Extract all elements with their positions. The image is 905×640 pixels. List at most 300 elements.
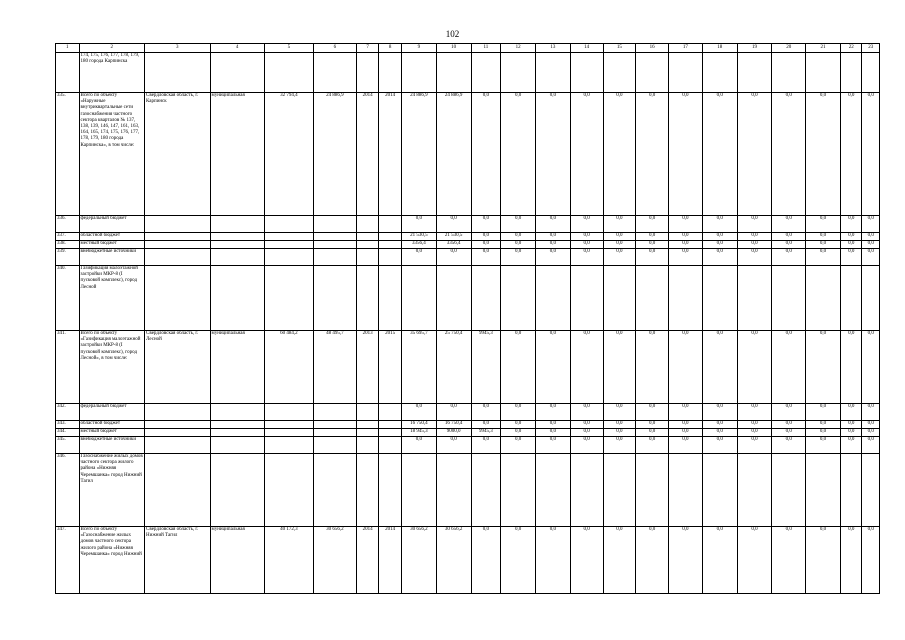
- funding-col-14: 0,0: [570, 421, 603, 429]
- funding-col-17: [669, 454, 703, 527]
- estimated-cost: 32 794,4: [264, 93, 313, 216]
- funding-col-22: [840, 53, 861, 93]
- end-year: 2014: [379, 527, 402, 594]
- funding-year-2: 0,0: [471, 241, 501, 249]
- funding-col-21: [806, 266, 841, 331]
- funding-col-14: 0,0: [570, 93, 603, 216]
- estimated-cost: 40 172,3: [264, 527, 313, 594]
- funding-year-2: [471, 266, 501, 331]
- funding-col-12: 0,0: [501, 404, 536, 421]
- funding-col-18: 0,0: [702, 241, 737, 249]
- end-year: [379, 266, 402, 331]
- table-row: [56, 216, 880, 233]
- funding-col-19: 0,0: [737, 331, 772, 404]
- total-funding: 0,0: [401, 404, 436, 421]
- funding-col-14: 0,0: [570, 249, 603, 266]
- ownership: муниципальная: [210, 93, 264, 216]
- estimated-cost: [264, 241, 313, 249]
- funding-col-23: 0,0: [862, 404, 880, 421]
- remaining-cost: [313, 233, 356, 241]
- funding-col-19: 0,0: [737, 241, 772, 249]
- territory: [145, 266, 211, 331]
- remaining-cost: [313, 454, 356, 527]
- funding-year-1: 0,0: [436, 404, 471, 421]
- page-number: 102: [445, 29, 460, 39]
- funding-col-14: 0,0: [570, 437, 603, 454]
- funding-col-20: 0,0: [772, 241, 806, 249]
- end-year: [379, 249, 402, 266]
- total-funding: 35 695,7: [401, 331, 436, 404]
- table-row: [56, 404, 880, 421]
- funding-col-14: 0,0: [570, 241, 603, 249]
- table-row: [56, 454, 880, 527]
- start-year: [356, 216, 379, 233]
- funding-col-16: 0,0: [636, 429, 669, 437]
- funding-col-22: 0,0: [840, 437, 861, 454]
- funding-col-15: 0,0: [603, 421, 636, 429]
- funding-col-17: 0,0: [669, 233, 703, 241]
- row-number: 339.: [56, 249, 80, 266]
- funding-year-1: [436, 266, 471, 331]
- start-year: [356, 421, 379, 429]
- territory: Свердловская область, г. Нижний Тагил: [145, 527, 211, 594]
- funding-col-18: 0,0: [702, 249, 737, 266]
- funding-col-18: 0,0: [702, 437, 737, 454]
- column-header-19: 19: [737, 44, 772, 53]
- funding-col-14: [570, 53, 603, 93]
- funding-col-12: [501, 266, 536, 331]
- funding-col-13: 0,0: [535, 249, 570, 266]
- column-header-2: 2: [79, 44, 145, 53]
- ownership: [210, 404, 264, 421]
- object-name: областной бюджет: [79, 421, 145, 429]
- start-year: [356, 454, 379, 527]
- funding-col-22: 0,0: [840, 249, 861, 266]
- remaining-cost: [313, 241, 356, 249]
- funding-col-21: [806, 454, 841, 527]
- funding-year-2: 0,0: [471, 233, 501, 241]
- funding-year-2: 0,0: [471, 216, 501, 233]
- funding-col-14: 0,0: [570, 404, 603, 421]
- column-header-6: 6: [313, 44, 356, 53]
- row-number: 343.: [56, 421, 80, 429]
- funding-col-12: 0,0: [501, 93, 536, 216]
- column-header-13: 13: [535, 44, 570, 53]
- estimated-cost: [264, 421, 313, 429]
- object-name: Газификация малоэтажной застройки МКР-8 (I пусковой комплекс), город Лесной: [79, 266, 145, 331]
- ownership: [210, 241, 264, 249]
- funding-col-14: [570, 454, 603, 527]
- object-name: Газоснабжение жилых домов частного сектора жилого района «Нижняя Черемшанка» город Нижний Тагил: [79, 454, 145, 527]
- row-number: 342.: [56, 404, 80, 421]
- remaining-cost: [313, 404, 356, 421]
- object-name: внебюджетные источники: [79, 437, 145, 454]
- funding-col-16: 0,0: [636, 93, 669, 216]
- funding-col-18: [702, 454, 737, 527]
- funding-col-13: 0,0: [535, 404, 570, 421]
- funding-col-21: 0,0: [806, 331, 841, 404]
- funding-col-19: 0,0: [737, 421, 772, 429]
- remaining-cost: [313, 437, 356, 454]
- territory: [145, 437, 211, 454]
- remaining-cost: 30 656,2: [313, 527, 356, 594]
- object-name: внебюджетные источники: [79, 249, 145, 266]
- funding-col-23: 0,0: [862, 216, 880, 233]
- table-row: [56, 527, 880, 594]
- row-number: 337.: [56, 233, 80, 241]
- funding-year-2: 9945,3: [471, 429, 501, 437]
- territory: [145, 241, 211, 249]
- funding-col-16: 0,0: [636, 233, 669, 241]
- funding-col-14: [570, 266, 603, 331]
- funding-col-12: 0,0: [501, 331, 536, 404]
- funding-year-1: 0,0: [436, 249, 471, 266]
- funding-col-22: 0,0: [840, 421, 861, 429]
- column-number-row: [56, 44, 880, 53]
- funding-col-13: 0,0: [535, 241, 570, 249]
- funding-col-16: 0,0: [636, 331, 669, 404]
- column-header-12: 12: [501, 44, 536, 53]
- table-row: [56, 93, 880, 216]
- remaining-cost: 48 495,7: [313, 331, 356, 404]
- estimated-cost: 60 484,2: [264, 331, 313, 404]
- total-funding: 3356,4: [401, 241, 436, 249]
- funding-year-1: 30 656,2: [436, 527, 471, 594]
- end-year: 2015: [379, 331, 402, 404]
- start-year: 2014: [356, 93, 379, 216]
- funding-col-16: [636, 266, 669, 331]
- investment-table: [55, 43, 880, 594]
- table-row: [56, 429, 880, 437]
- ownership: муниципальная: [210, 527, 264, 594]
- funding-col-13: 0,0: [535, 331, 570, 404]
- funding-col-17: 0,0: [669, 404, 703, 421]
- funding-col-15: 0,0: [603, 437, 636, 454]
- funding-col-17: 0,0: [669, 241, 703, 249]
- column-header-22: 22: [840, 44, 861, 53]
- funding-col-12: 0,0: [501, 437, 536, 454]
- funding-col-20: 0,0: [772, 233, 806, 241]
- funding-col-23: 0,0: [862, 241, 880, 249]
- funding-col-22: 0,0: [840, 429, 861, 437]
- funding-col-19: 0,0: [737, 93, 772, 216]
- funding-col-16: 0,0: [636, 437, 669, 454]
- funding-col-20: 0,0: [772, 421, 806, 429]
- funding-col-22: 0,0: [840, 93, 861, 216]
- estimated-cost: [264, 454, 313, 527]
- start-year: 2014: [356, 527, 379, 594]
- funding-col-15: 0,0: [603, 331, 636, 404]
- funding-col-23: 0,0: [862, 249, 880, 266]
- total-funding: 0,0: [401, 437, 436, 454]
- funding-col-23: 0,0: [862, 331, 880, 404]
- funding-col-23: [862, 266, 880, 331]
- funding-col-19: 0,0: [737, 527, 772, 594]
- funding-col-17: [669, 53, 703, 93]
- funding-col-15: 0,0: [603, 249, 636, 266]
- funding-col-12: 0,0: [501, 249, 536, 266]
- total-funding: 0,0: [401, 216, 436, 233]
- funding-col-21: 0,0: [806, 93, 841, 216]
- funding-col-12: 0,0: [501, 233, 536, 241]
- column-header-10: 10: [436, 44, 471, 53]
- object-name: местный бюджет: [79, 241, 145, 249]
- funding-col-12: 0,0: [501, 527, 536, 594]
- funding-col-20: [772, 266, 806, 331]
- total-funding: 18 945,3: [401, 429, 436, 437]
- funding-col-19: [737, 266, 772, 331]
- table-row: [56, 437, 880, 454]
- funding-year-1: 0,0: [436, 216, 471, 233]
- funding-col-14: 0,0: [570, 527, 603, 594]
- funding-col-12: [501, 53, 536, 93]
- estimated-cost: [264, 249, 313, 266]
- funding-col-20: 0,0: [772, 331, 806, 404]
- funding-col-19: 0,0: [737, 249, 772, 266]
- end-year: [379, 437, 402, 454]
- funding-col-15: [603, 53, 636, 93]
- funding-col-20: 0,0: [772, 437, 806, 454]
- column-header-21: 21: [806, 44, 841, 53]
- estimated-cost: [264, 216, 313, 233]
- total-funding: [401, 266, 436, 331]
- total-funding: [401, 454, 436, 527]
- column-header-3: 3: [145, 44, 211, 53]
- end-year: [379, 53, 402, 93]
- funding-col-21: 0,0: [806, 249, 841, 266]
- column-header-9: 9: [401, 44, 436, 53]
- funding-year-1: 21 530,5: [436, 233, 471, 241]
- total-funding: 16 750,4: [401, 421, 436, 429]
- funding-year-2: 9945,3: [471, 331, 501, 404]
- estimated-cost: [264, 429, 313, 437]
- table-row: [56, 53, 880, 93]
- funding-year-2: 0,0: [471, 437, 501, 454]
- row-number: 340.: [56, 266, 80, 331]
- start-year: [356, 437, 379, 454]
- funding-col-13: 0,0: [535, 216, 570, 233]
- column-header-1: 1: [56, 44, 80, 53]
- funding-col-17: 0,0: [669, 421, 703, 429]
- funding-col-22: 0,0: [840, 404, 861, 421]
- funding-col-21: 0,0: [806, 437, 841, 454]
- funding-col-19: 0,0: [737, 437, 772, 454]
- funding-col-19: 0,0: [737, 233, 772, 241]
- funding-col-23: 0,0: [862, 93, 880, 216]
- remaining-cost: [313, 216, 356, 233]
- funding-col-23: 0,0: [862, 429, 880, 437]
- territory: [145, 454, 211, 527]
- funding-col-13: [535, 266, 570, 331]
- funding-col-13: 0,0: [535, 429, 570, 437]
- start-year: [356, 404, 379, 421]
- funding-col-21: 0,0: [806, 233, 841, 241]
- ownership: [210, 454, 264, 527]
- funding-year-2: 0,0: [471, 527, 501, 594]
- funding-col-17: 0,0: [669, 527, 703, 594]
- row-number: 338.: [56, 241, 80, 249]
- funding-col-20: 0,0: [772, 404, 806, 421]
- funding-col-13: [535, 454, 570, 527]
- funding-col-15: 0,0: [603, 404, 636, 421]
- funding-col-22: 0,0: [840, 331, 861, 404]
- table-row: [56, 266, 880, 331]
- ownership: [210, 421, 264, 429]
- funding-col-16: 0,0: [636, 216, 669, 233]
- territory: [145, 404, 211, 421]
- row-number: [56, 53, 80, 93]
- territory: [145, 216, 211, 233]
- table-row: [56, 241, 880, 249]
- end-year: [379, 454, 402, 527]
- funding-col-17: 0,0: [669, 331, 703, 404]
- estimated-cost: [264, 266, 313, 331]
- funding-col-12: [501, 454, 536, 527]
- funding-col-23: 0,0: [862, 421, 880, 429]
- funding-col-20: 0,0: [772, 527, 806, 594]
- table-row: [56, 421, 880, 429]
- end-year: [379, 421, 402, 429]
- territory: [145, 233, 211, 241]
- table-row: [56, 249, 880, 266]
- remaining-cost: [313, 249, 356, 266]
- column-header-14: 14: [570, 44, 603, 53]
- funding-col-17: 0,0: [669, 249, 703, 266]
- funding-col-12: 0,0: [501, 429, 536, 437]
- funding-year-1: 3356,4: [436, 241, 471, 249]
- object-name: 174, 175, 176, 177, 178, 179, 180 города Карпинска: [79, 53, 145, 93]
- row-number: 345.: [56, 437, 80, 454]
- remaining-cost: [313, 421, 356, 429]
- territory: [145, 249, 211, 266]
- column-header-20: 20: [772, 44, 806, 53]
- territory: [145, 429, 211, 437]
- object-name: Всего по объекту «Газоснабжение жилых домов частного сектора жилого района «Нижняя Черемшанка» город Нижний: [79, 527, 145, 594]
- funding-col-18: 0,0: [702, 216, 737, 233]
- territory: [145, 421, 211, 429]
- end-year: [379, 429, 402, 437]
- funding-year-2: [471, 53, 501, 93]
- object-name: федеральный бюджет: [79, 404, 145, 421]
- funding-col-13: 0,0: [535, 421, 570, 429]
- funding-col-15: [603, 266, 636, 331]
- remaining-cost: 24 886,9: [313, 93, 356, 216]
- funding-col-18: 0,0: [702, 93, 737, 216]
- funding-year-1: 24 886,9: [436, 93, 471, 216]
- start-year: [356, 233, 379, 241]
- funding-col-16: 0,0: [636, 421, 669, 429]
- funding-col-21: 0,0: [806, 429, 841, 437]
- column-header-7: 7: [356, 44, 379, 53]
- territory: [145, 53, 211, 93]
- funding-col-18: 0,0: [702, 429, 737, 437]
- territory: Свердловская область, г. Лесной: [145, 331, 211, 404]
- ownership: муниципальная: [210, 331, 264, 404]
- funding-col-20: 0,0: [772, 429, 806, 437]
- row-number: 347.: [56, 527, 80, 594]
- funding-col-15: 0,0: [603, 429, 636, 437]
- funding-col-22: 0,0: [840, 527, 861, 594]
- row-number: 346.: [56, 454, 80, 527]
- funding-col-15: 0,0: [603, 216, 636, 233]
- total-funding: 0,0: [401, 249, 436, 266]
- funding-year-1: [436, 454, 471, 527]
- funding-col-17: 0,0: [669, 93, 703, 216]
- funding-col-21: 0,0: [806, 216, 841, 233]
- end-year: [379, 233, 402, 241]
- funding-col-16: 0,0: [636, 249, 669, 266]
- funding-col-19: [737, 53, 772, 93]
- estimated-cost: [264, 437, 313, 454]
- end-year: [379, 216, 402, 233]
- funding-col-18: [702, 53, 737, 93]
- funding-col-22: 0,0: [840, 233, 861, 241]
- territory: Свердловская область, г. Карпинск: [145, 93, 211, 216]
- funding-col-18: [702, 266, 737, 331]
- object-name: областной бюджет: [79, 233, 145, 241]
- funding-col-23: [862, 53, 880, 93]
- funding-col-21: [806, 53, 841, 93]
- remaining-cost: [313, 266, 356, 331]
- funding-col-17: 0,0: [669, 216, 703, 233]
- funding-col-17: 0,0: [669, 429, 703, 437]
- funding-col-21: 0,0: [806, 421, 841, 429]
- ownership: [210, 437, 264, 454]
- funding-col-22: 0,0: [840, 216, 861, 233]
- estimated-cost: [264, 404, 313, 421]
- total-funding: 30 656,2: [401, 527, 436, 594]
- funding-col-15: 0,0: [603, 233, 636, 241]
- end-year: 2014: [379, 93, 402, 216]
- object-name: местный бюджет: [79, 429, 145, 437]
- object-name: Всего по объекту «Наружные внутриквартальные сети газоснабжения частного сектора кварталов № 137, 138, 139, 146, 147, 161, 163, 164, 165, 174, 175, 176, 177, 178, 179, 180 города Карпинска», в том числе:: [79, 93, 145, 216]
- funding-year-1: [436, 53, 471, 93]
- column-header-18: 18: [702, 44, 737, 53]
- table-row: [56, 233, 880, 241]
- ownership: [210, 266, 264, 331]
- start-year: [356, 241, 379, 249]
- ownership: [210, 53, 264, 93]
- funding-year-1: 16 750,4: [436, 421, 471, 429]
- ownership: [210, 429, 264, 437]
- total-funding: [401, 53, 436, 93]
- column-header-15: 15: [603, 44, 636, 53]
- funding-col-20: [772, 53, 806, 93]
- row-number: 336.: [56, 216, 80, 233]
- funding-col-23: 0,0: [862, 527, 880, 594]
- funding-col-18: 0,0: [702, 233, 737, 241]
- start-year: [356, 429, 379, 437]
- funding-col-18: 0,0: [702, 527, 737, 594]
- funding-col-13: 0,0: [535, 93, 570, 216]
- funding-col-15: 0,0: [603, 241, 636, 249]
- ownership: [210, 216, 264, 233]
- funding-col-16: 0,0: [636, 527, 669, 594]
- funding-col-22: [840, 454, 861, 527]
- funding-col-14: 0,0: [570, 331, 603, 404]
- funding-col-13: 0,0: [535, 437, 570, 454]
- total-funding: 21 530,5: [401, 233, 436, 241]
- funding-col-14: 0,0: [570, 233, 603, 241]
- funding-col-20: 0,0: [772, 216, 806, 233]
- funding-year-2: 0,0: [471, 404, 501, 421]
- funding-col-15: 0,0: [603, 527, 636, 594]
- start-year: [356, 249, 379, 266]
- funding-col-15: 0,0: [603, 93, 636, 216]
- funding-col-23: [862, 454, 880, 527]
- funding-col-18: 0,0: [702, 331, 737, 404]
- total-funding: 24 886,9: [401, 93, 436, 216]
